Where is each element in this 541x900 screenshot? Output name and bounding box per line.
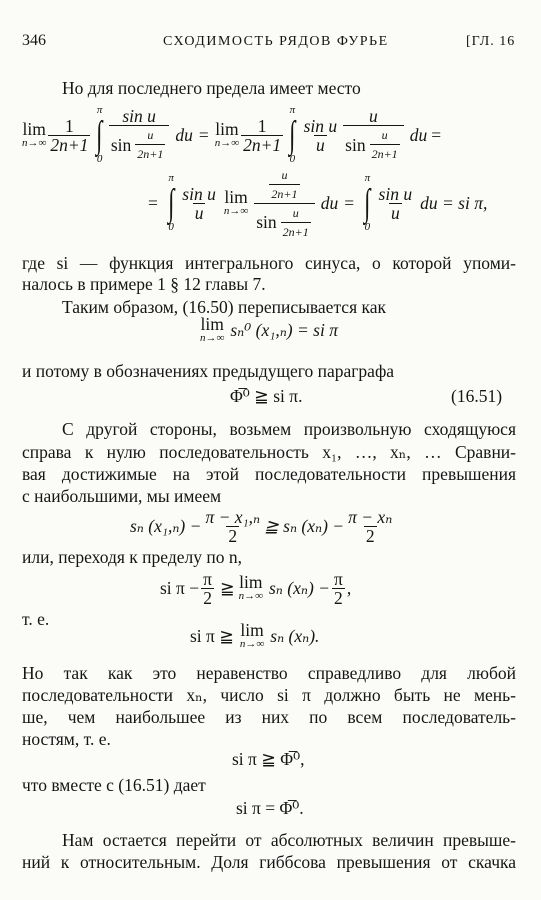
equation-inequality-b: si π − $\frac{\pi}{2}$ ≧ lim n→∞ sₙ (xₙ) − $\frac{\pi}{2}$ ,: [160, 568, 352, 608]
fraction-u-over-sin: u sin $\frac{u}{2n+1}$: [343, 107, 404, 163]
fraction-pi-over-2: $\frac{\pi}{2}$: [203, 568, 212, 608]
equation-inequality-c: si π ≧ lim n→∞ sₙ (xₙ).: [190, 620, 320, 650]
paragraph-si-definition-line1: где si — функция интегрального синуса, о которой упоми-: [22, 253, 516, 273]
lim-operator: lim n→∞: [238, 572, 263, 602]
integral-sign: π ∫ 0: [289, 104, 296, 165]
running-title: СХОДИМОСТЬ РЯДОВ ФУРЬЕ: [163, 34, 389, 49]
fraction-pi-minus-xn: $\frac{\text{π − xₙ}}{2}$: [348, 506, 393, 546]
paragraph-thus: Таким образом, (16.50) переписывается как: [62, 297, 386, 317]
fraction-nested: $\frac{u}{2n+1}$ sin $\frac{u}{2n+1}$: [254, 166, 315, 241]
paragraph-together: что вместе с (16.51) дает: [22, 775, 206, 795]
paragraph-notation: и потому в обозначениях предыдущего параграфа: [22, 361, 395, 381]
equation-limit-integral-1: lim n→∞ $\frac{1}{2n+1}$ π ∫ 0 sin u sin $\frac{u}{2n+1}$ du = lim n→∞ $\frac{1}{2n+1}$ π ∫ 0 $\frac{\text{sin u}}{u}$ u sin $\frac{u}{2n+1}$ du =: [22, 104, 442, 165]
lim-operator: lim n→∞: [22, 119, 47, 149]
equation-limit-s0: lim n→∞ sₙ⁰ (x₁,ₙ) = si π: [200, 314, 338, 344]
paragraph-other-side-line4: с наибольшими, мы имеем: [22, 486, 222, 506]
paragraph-but-since-line3: ше, чем наибольшее из них по всем последователь-: [22, 707, 516, 727]
paragraph-remaining-line1: Нам остается перейти от абсолютных величин превыше-: [62, 830, 516, 850]
lim-operator: lim n→∞: [223, 187, 249, 217]
equation-limit-integral-2: = π ∫ 0 $\frac{\text{sin u}}{u}$ lim n→∞ $\frac{u}{2n+1}$ sin $\frac{u}{2n+1}$ du = π ∫ 0 $\frac{\text{sin u}}{u}$ du = si π,: [148, 167, 488, 239]
fraction-sinu-over-sin: sin u sin $\frac{u}{2n+1}$: [109, 107, 170, 163]
equation-label-16-51: (16.51): [451, 386, 503, 406]
chapter-ref: [ГЛ. 16: [466, 34, 516, 49]
equation-final: si π = Φ̅⁰.: [236, 798, 304, 818]
paragraph-remaining-line2: ний к относительным. Доля гиббсова превышения от скачка: [22, 852, 516, 872]
fraction-1-over-2n1: $\frac{1}{2n+1}$: [243, 115, 282, 155]
paragraph-si-definition-line2: налось в примере 1 § 12 главы 7.: [22, 274, 266, 294]
equation-inequality-d: si π ≧ Φ̅⁰,: [232, 749, 305, 769]
fraction-sinu-over-u: $\frac{\text{sin u}}{u}$: [303, 115, 338, 155]
fraction-pi-minus-x1n: $\frac{\text{π − x₁,ₙ}}{2}$: [205, 506, 261, 546]
lim-operator: lim n→∞: [239, 620, 265, 650]
integral-sign: π ∫ 0: [96, 104, 103, 165]
fraction-sinu-over-u: $\frac{\text{sin u}}{u}$: [378, 183, 413, 223]
integral-sign: π ∫ 0: [167, 172, 175, 233]
paragraph-passing-limit: или, переходя к пределу по n,: [22, 547, 242, 567]
fraction-1-over-2n1: $\frac{1}{2n+1}$: [50, 115, 89, 155]
paragraph-but-since-line1: Но так как это неравенство справедливо для любой: [22, 663, 516, 683]
equation-inequality-a: sₙ (x₁,ₙ) − $\frac{\text{π − x₁,ₙ}}{2}$ ≧ sₙ (xₙ) − $\frac{\text{π − xₙ}}{2}$: [130, 506, 393, 546]
lim-operator: lim n→∞: [214, 119, 240, 149]
page-number: 346: [22, 32, 46, 49]
paragraph-other-side-line3: вая достижимые на этой последовательности превышения: [22, 464, 516, 484]
lim-operator: lim n→∞: [200, 314, 225, 344]
fraction-sinu-over-u: $\frac{\text{sin u}}{u}$: [182, 183, 216, 223]
paragraph-other-side-line2: справа к нулю последовательность x₁, …, xₙ, … Сравни-: [22, 442, 516, 462]
paragraph-but-since-line2: последовательности xₙ, число si π должно быть не мень-: [22, 685, 516, 705]
paragraph-ie-1: т. е.: [22, 609, 50, 629]
integral-sign: π ∫ 0: [364, 172, 371, 233]
equation-16-51: Φ̅⁰ ≧ si π.: [230, 386, 303, 406]
paragraph-but-since-line4: ностям, т. е.: [22, 729, 111, 749]
paragraph-intro: Но для последнего предела имеет место: [62, 78, 361, 98]
fraction-pi-over-2: $\frac{\pi}{2}$: [333, 568, 343, 608]
paragraph-other-side-line1: С другой стороны, возьмем произвольную сходящуюся: [62, 419, 516, 439]
